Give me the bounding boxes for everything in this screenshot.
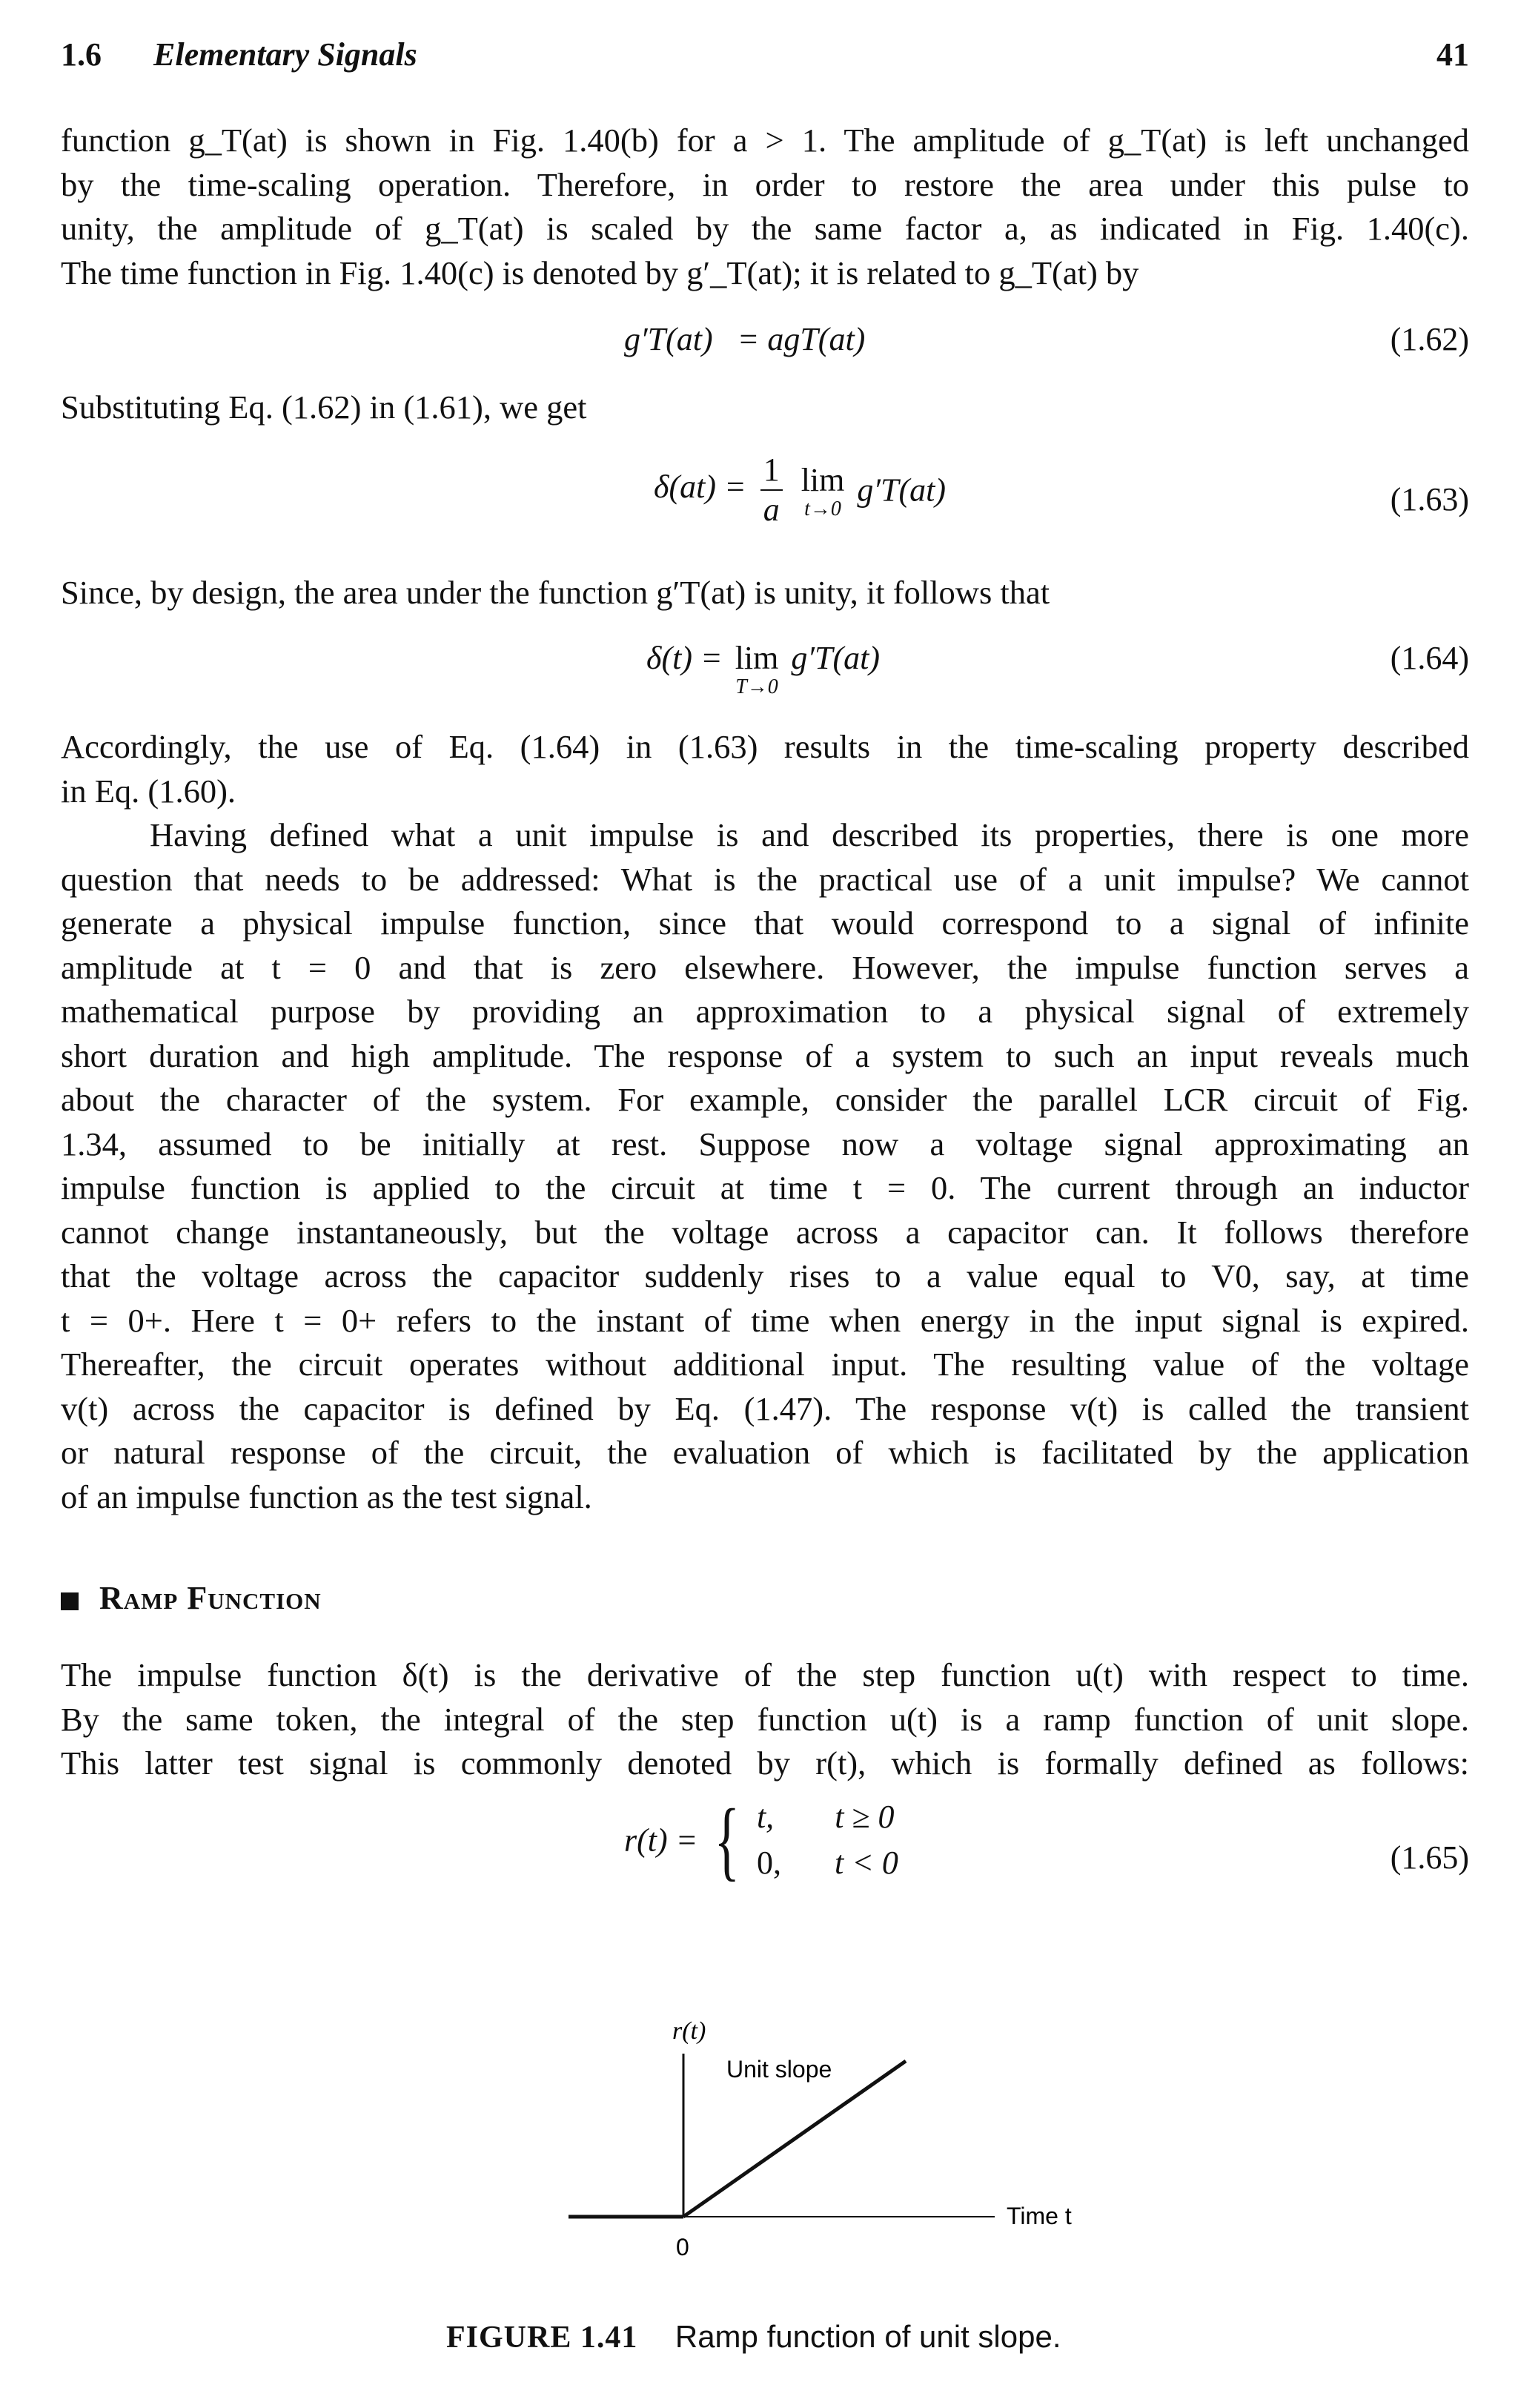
paragraph-line: Having defined what a unit impulse is and described its properties, there is one more <box>150 816 1469 853</box>
caption-tag: FIGURE 1.41 <box>446 2321 638 2355</box>
y-axis-label: r(t) <box>672 2017 706 2045</box>
fraction-denominator: a <box>763 492 780 528</box>
figure-caption <box>446 2319 1061 2355</box>
paragraph-line: t = 0+. Here t = 0+ refers to the instant of time when energy in the input signal is expired. <box>61 1301 1469 1339</box>
eq-rhs: g′T(at) <box>857 472 946 509</box>
section-heading <box>61 1579 322 1617</box>
equation-1-63 <box>654 451 946 529</box>
paragraph-line: or natural response of the circuit, the evaluation of which is facilitated by the application <box>61 1434 1469 1471</box>
equation-number: (1.62) <box>1390 321 1469 357</box>
paragraph-5 <box>61 1653 1469 1786</box>
lim-subscript: T→0 <box>735 675 778 698</box>
paragraph-line: short duration and high amplitude. The response of a system to such an input reveals much <box>61 1036 1469 1074</box>
textbook-page <box>61 0 1469 2408</box>
paragraph-line: This latter test signal is commonly denoted by r(t), which is formally defined as follows: <box>61 1744 1469 1782</box>
paragraph-line: Since, by design, the area under the function g′T(at) is unity, it follows that <box>61 574 1050 611</box>
case-value: 0, <box>756 1845 781 1881</box>
ramp-function-figure <box>491 2002 1158 2298</box>
paragraph-line: 1.34, assumed to be initially at rest. Suppose now a voltage signal approximating an <box>61 1125 1469 1162</box>
paragraph-line: impulse function is applied to the circuit at time t = 0. The current through an inductor <box>61 1169 1469 1206</box>
case-condition: t < 0 <box>834 1845 898 1881</box>
paragraph-line: By the same token, the integral of the step function u(t) is a ramp function of unit slope. <box>61 1700 1469 1738</box>
paragraph-1 <box>61 119 1469 295</box>
eq-lhs: δ(at) = <box>654 469 746 506</box>
fraction-numerator: 1 <box>760 451 783 491</box>
lim-text: lim <box>735 640 779 676</box>
lim-text: lim <box>801 461 845 498</box>
limit-operator <box>735 639 779 698</box>
case-row-1 <box>757 1794 898 1840</box>
equation-1-65 <box>624 1790 898 1889</box>
caption-text: Ramp function of unit slope. <box>675 2319 1061 2354</box>
paragraph-line: mathematical purpose by providing an approximation to a physical signal of extremely <box>61 993 1469 1030</box>
ramp-line <box>683 2061 906 2217</box>
paragraph-2 <box>61 386 1469 430</box>
slope-label: Unit slope <box>726 2056 832 2083</box>
case-condition: t ≥ 0 <box>835 1799 895 1835</box>
running-head <box>61 36 1469 80</box>
equation-number: (1.63) <box>1390 481 1469 517</box>
origin-label: 0 <box>676 2234 689 2260</box>
paragraph-line: generate a physical impulse function, since that would correspond to a signal of infinite <box>61 904 1469 942</box>
case-row-2 <box>757 1840 898 1886</box>
eq-lhs: r(t) = <box>624 1822 698 1859</box>
left-brace: { <box>714 1790 740 1889</box>
page-number: 41 <box>1436 36 1469 73</box>
limit-operator <box>801 461 845 520</box>
piecewise-cases <box>757 1794 898 1886</box>
fraction <box>760 451 783 529</box>
paragraph-line: amplitude at t = 0 and that is zero elsewhere. However, the impulse function serves a <box>61 948 1469 986</box>
paragraph-line: The impulse function δ(t) is the derivative of the step function u(t) with respect to time. <box>61 1656 1469 1693</box>
equation-1-64 <box>646 639 880 698</box>
paragraph-line: v(t) across the capacitor is defined by Eq. (1.47). The response v(t) is called the transient <box>61 1389 1469 1427</box>
paragraph-line: about the character of the system. For example, consider the parallel LCR circuit of Fig. <box>61 1081 1469 1118</box>
equation-number: (1.64) <box>1390 640 1469 676</box>
paragraph-line: of an impulse function as the test signal. <box>61 1478 592 1515</box>
eq-lhs: δ(t) = <box>646 640 723 676</box>
paragraph-line: by the time-scaling operation. Therefore, in order to restore the area under this pulse to <box>61 165 1469 203</box>
paragraph-3 <box>61 571 1469 615</box>
paragraph-line: that the voltage across the capacitor suddenly rises to a value equal to V0, say, at time <box>61 1257 1469 1294</box>
case-value: t, <box>756 1799 775 1835</box>
paragraph-line: in Eq. (1.60). <box>61 772 236 810</box>
heading-text: Ramp Function <box>99 1580 322 1616</box>
paragraph-line: Thereafter, the circuit operates without additional input. The resulting value of the voltage <box>61 1346 1469 1383</box>
paragraph-4 <box>61 725 1469 1519</box>
heading-bullet <box>61 1592 79 1610</box>
paragraph-line: function g_T(at) is shown in Fig. 1.40(b) for a > 1. The amplitude of g_T(at) is left unchanged <box>61 122 1469 159</box>
equation-1-62 <box>624 320 865 358</box>
paragraph-line: The time function in Fig. 1.40(c) is denoted by g′_T(at); it is related to g_T(at) by <box>61 254 1139 291</box>
paragraph-line: cannot change instantaneously, but the voltage across a capacitor can. It follows therefore <box>61 1213 1469 1251</box>
section-title: Elementary Signals <box>153 36 417 73</box>
x-axis-label: Time t <box>1007 2203 1072 2229</box>
eq-rhs: = agT(at) <box>737 321 866 357</box>
equation-number: (1.65) <box>1390 1839 1469 1876</box>
section-number: 1.6 <box>61 36 102 73</box>
paragraph-line: Substituting Eq. (1.62) in (1.61), we get <box>61 388 587 426</box>
lim-subscript: t→0 <box>804 497 841 520</box>
paragraph-line: Accordingly, the use of Eq. (1.64) in (1.63) results in the time-scaling property described <box>61 728 1469 765</box>
paragraph-line: unity, the amplitude of g_T(at) is scaled by the same factor a, as indicated in Fig. 1.40(c). <box>61 210 1469 247</box>
eq-rhs: g′T(at) <box>791 640 880 676</box>
paragraph-line: question that needs to be addressed: What is the practical use of a unit impulse? We cannot <box>61 860 1469 898</box>
eq-lhs: g′T(at) <box>624 321 713 357</box>
